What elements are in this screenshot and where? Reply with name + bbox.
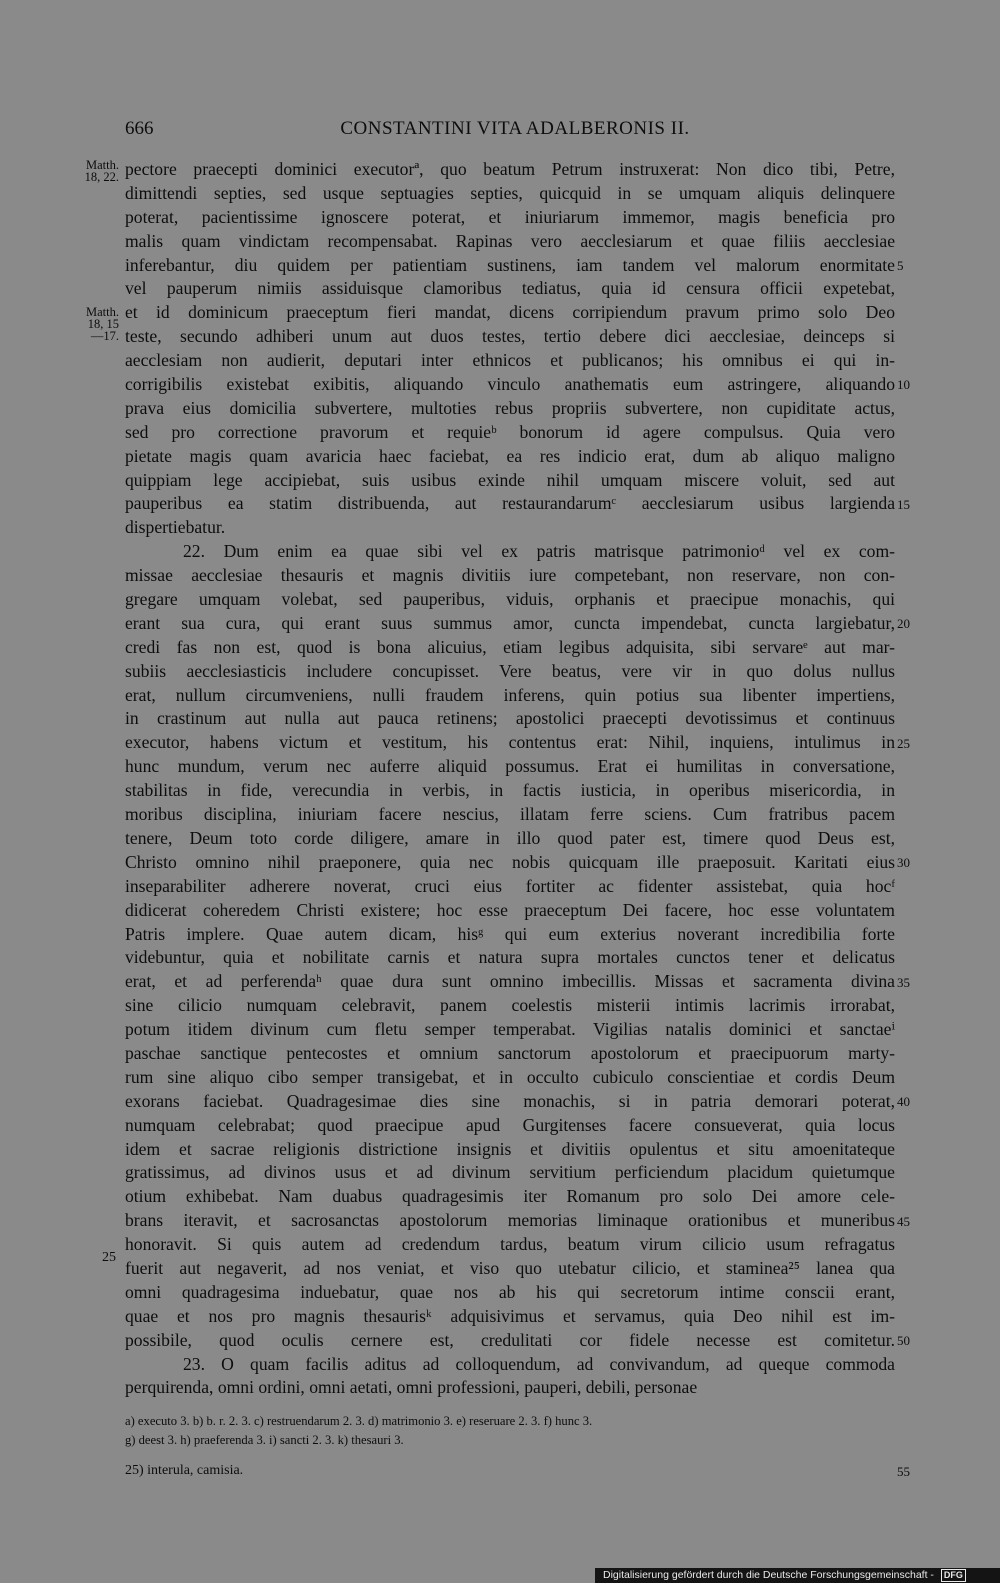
text-line: stabilitas in fide, verecundia in verbis, in factis iusticia, in operibus misericordia, in <box>125 780 895 801</box>
text-line: erant sua cura, qui erant suus summus amor, cuncta impendebat, cuncta largiebatur, <box>125 612 895 633</box>
margin-note-marker: 25 <box>102 1250 116 1265</box>
line-number: 50 <box>897 1333 910 1349</box>
text-line: Christo omnino nihil praeponere, quia nec nobis quicquam ille praeposuit. Karitati eius <box>125 851 895 872</box>
line-number: 20 <box>897 616 910 632</box>
text-line: omni quadragesima induebatur, quae nos ab his qui secretorum intime conscii erant, <box>125 1281 895 1302</box>
page-number: 666 <box>125 118 154 139</box>
text-line: malis quam vindictam recompensabat. Rapinas vero aecclesiarum et quae filiis aecclesiae <box>125 230 895 251</box>
text-line: moribus disciplina, iniuriam facere nescius, illatam ferre sciens. Cum fratribus pacem <box>125 804 895 825</box>
text-line: pauperibus ea statim distribuenda, aut restaurandarumᶜ aecclesiarum usibus largienda <box>125 493 895 514</box>
text-line: missae aecclesiae thesauris et magnis divitiis iure competebant, non reservare, non con- <box>125 565 895 586</box>
text-line: quippiam lege accipiebat, suis usibus exinde nihil umquam miscere voluit, sed aut <box>125 469 895 490</box>
text-line: erat, nullum circumveniens, nulli fraudem inferens, quin potius sua libenter impertiens, <box>125 684 895 705</box>
text-line: videbuntur, quia et nobilitate carnis et natura supra mortales cunctos tener et delicatus <box>125 947 895 968</box>
text-line: 23. O quam facilis aditus ad colloquendum, ad convivandum, ad queque commoda <box>183 1353 895 1374</box>
text-line: brans iteravit, et sacrosanctas apostolorum memorias liminaque orationibus et muneribus <box>125 1210 895 1231</box>
text-line: sed pro correctione pravorum et requieᵇ bonorum id agere compulsus. Quia vero <box>125 421 895 442</box>
text-line: potum itidem divinum cum fletu semper temperabat. Vigilias natalis dominici et sanctaeⁱ <box>125 1019 895 1040</box>
line-number: 30 <box>897 855 910 871</box>
text-line: didicerat coheredem Christi existere; hoc esse praeceptum Dei facere, hoc esse voluntatem <box>125 899 895 920</box>
line-number: 15 <box>897 496 910 512</box>
text-line: sine cilicio numquam celebravit, panem coelestis misterii intimis lacrimis irrorabat, <box>125 995 895 1016</box>
dfg-logo: DFG <box>941 1569 966 1582</box>
text-line: in crastinum aut nulla aut pauca retinens; apostolici praecepti devotissimus et continuus <box>125 708 895 729</box>
text-line: credi fas non est, quod is bona alicuius, etiam legibus adquisita, sibi servareᵉ aut mar- <box>125 636 895 657</box>
text-line: subiis aecclesiasticis includere concupisset. Vere beatus, vere vir in quo dolus nullus <box>125 660 895 681</box>
text-line: executor, habens victum et vestitum, his contentus erat: Nihil, inquiens, intulimus in <box>125 732 895 753</box>
running-title: CONSTANTINI VITA ADALBERONIS II. <box>340 118 690 139</box>
text-line: gregare umquam volebat, sed pauperibus, viduis, orphanis et praecipue monachis, qui <box>125 589 895 610</box>
text-line: honoravit. Si quis autem ad credendum tardus, beatum virum cilicio usum refragatus <box>125 1234 895 1255</box>
text-line: dimittendi septies, sed usque septuagies septies, quicquid in se umquam aliquis delinquere <box>125 182 895 203</box>
text-line: et id dominicum praeceptum fieri mandat, dicens corripiendum pravum primo solo Deo <box>125 302 895 323</box>
text-line: dispertiebatur. <box>125 517 226 538</box>
main-text <box>125 158 895 1400</box>
text-line: Patris implere. Quae autem dicam, hisᵍ qui eum exterius noverant incredibilia forte <box>125 923 895 944</box>
text-line: 22. Dum enim ea quae sibi vel ex patris matrisque patrimonioᵈ vel ex com- <box>183 541 895 562</box>
line-number: 25 <box>897 735 910 751</box>
text-line: vel pauperum nimiis assiduisque clamoribus tediatus, quia id censura officii expetebat, <box>125 278 895 299</box>
text-line: exorans faciebat. Quadragesimae dies sine monachis, si in patria demorari poterat, <box>125 1090 895 1111</box>
text-line: teste, secundo adhiberi unum aut duos testes, tertio debere dici aecclesiae, deinceps si <box>125 326 895 347</box>
text-line: perquirenda, omni ordini, omni aetati, omni professioni, pauperi, debili, personae <box>125 1377 698 1398</box>
line-number: 35 <box>897 974 910 990</box>
apparatus-footnote: g) deest 3. h) praeferenda 3. i) sancti 2. 3. k) thesauri 3. <box>125 1433 404 1447</box>
text-line: rum sine aliquo cibo semper transigebat, et in occulto cubiculo conscientiae et cordis Deum <box>125 1066 895 1087</box>
text-line: hunc mundum, verum nec auferre aliquid possumus. Erat ei humilitas in conversatione, <box>125 756 895 777</box>
text-line: pectore praecepti dominici executorª, quo beatum Petrum instruxerat: Non dico tibi, Petre, <box>125 159 895 179</box>
text-line: pietate magis quam avaricia haec faciebat, ea res indicio erat, dum ab aliquo maligno <box>125 445 895 466</box>
text-line: inseparabiliter adherere noverat, cruci eius fortiter ac fidenter assistebat, quia hocᶠ <box>125 875 895 896</box>
text-line: aecclesiam non audierit, deputari inter ethnicos et publicanos; his omnibus ei qui in- <box>125 350 895 371</box>
line-number: 10 <box>897 377 910 393</box>
text-line: poterat, pacientissime ignoscere poterat, et iniuriarum immemor, magis beneficia pro <box>125 206 895 227</box>
text-line: idem et sacrae religionis districtione insignis et divitiis opulentus et situ amoenitateque <box>125 1138 895 1159</box>
margin-reference: Matth. 18, 22. <box>84 158 119 184</box>
text-line: corrigibilis existebat exibitis, aliquando vinculo anathematis eum astringere, aliquando <box>125 374 895 395</box>
line-number: 45 <box>897 1213 910 1229</box>
line-number: 55 <box>897 1464 910 1479</box>
text-line: erat, et ad perferendaʰ quae dura sunt omnino imbecillis. Missas et sacramenta divina <box>125 971 895 992</box>
text-line: quae et nos pro magnis thesaurisᵏ adquisivimus et servamus, quia Deo nihil est im- <box>125 1305 895 1326</box>
apparatus-footnote: a) executo 3. b) b. r. 2. 3. c) restruendarum 2. 3. d) matrimonio 3. e) reseruare 2. 3. f) hunc 3. <box>125 1414 593 1428</box>
line-number: 5 <box>897 257 904 273</box>
text-line: possibile, quod oculis cernere est, credulitati cor fidele necesse est comitetur. <box>125 1329 895 1350</box>
digitization-footer <box>595 1568 1000 1583</box>
text-line: numquam celebrabat; quod praecipue apud Gurgitenses facere consueverat, quia locus <box>125 1114 895 1135</box>
text-line: gratissimus, ad divinos usus et ad divinum servitium perficiendum placidum quietumque <box>125 1162 895 1183</box>
explanatory-note: 25) interula, camisia. <box>125 1463 244 1478</box>
text-line: prava eius domicilia subvertere, multoties rebus propriis subvertere, non cupiditate actus, <box>125 397 895 418</box>
text-line: fuerit aut negaverit, ad nos veniat, et viso quo utebatur cilicio, et staminea²⁵ lanea qua <box>125 1257 895 1278</box>
text-line: otium exhibebat. Nam duabus quadragesimis iter Romanum pro solo Dei amore cele- <box>125 1186 895 1207</box>
line-number: 40 <box>897 1094 910 1110</box>
text-line: inferebantur, diu quidem per patientiam sustinens, iam tandem vel malorum enormitate <box>125 254 895 275</box>
footer-text: Digitalisierung gefördert durch die Deutsche Forschungsgemeinschaft - <box>603 1569 934 1581</box>
margin-reference: Matth. 18, 15 —17. <box>86 305 119 343</box>
text-line: tenere, Deum toto corde diligere, amare in illo quod pater est, timere quod Deus est, <box>125 827 895 848</box>
text-line: paschae sanctique pentecostes et omnium sanctorum apostolorum et praecipuorum marty- <box>125 1042 895 1063</box>
